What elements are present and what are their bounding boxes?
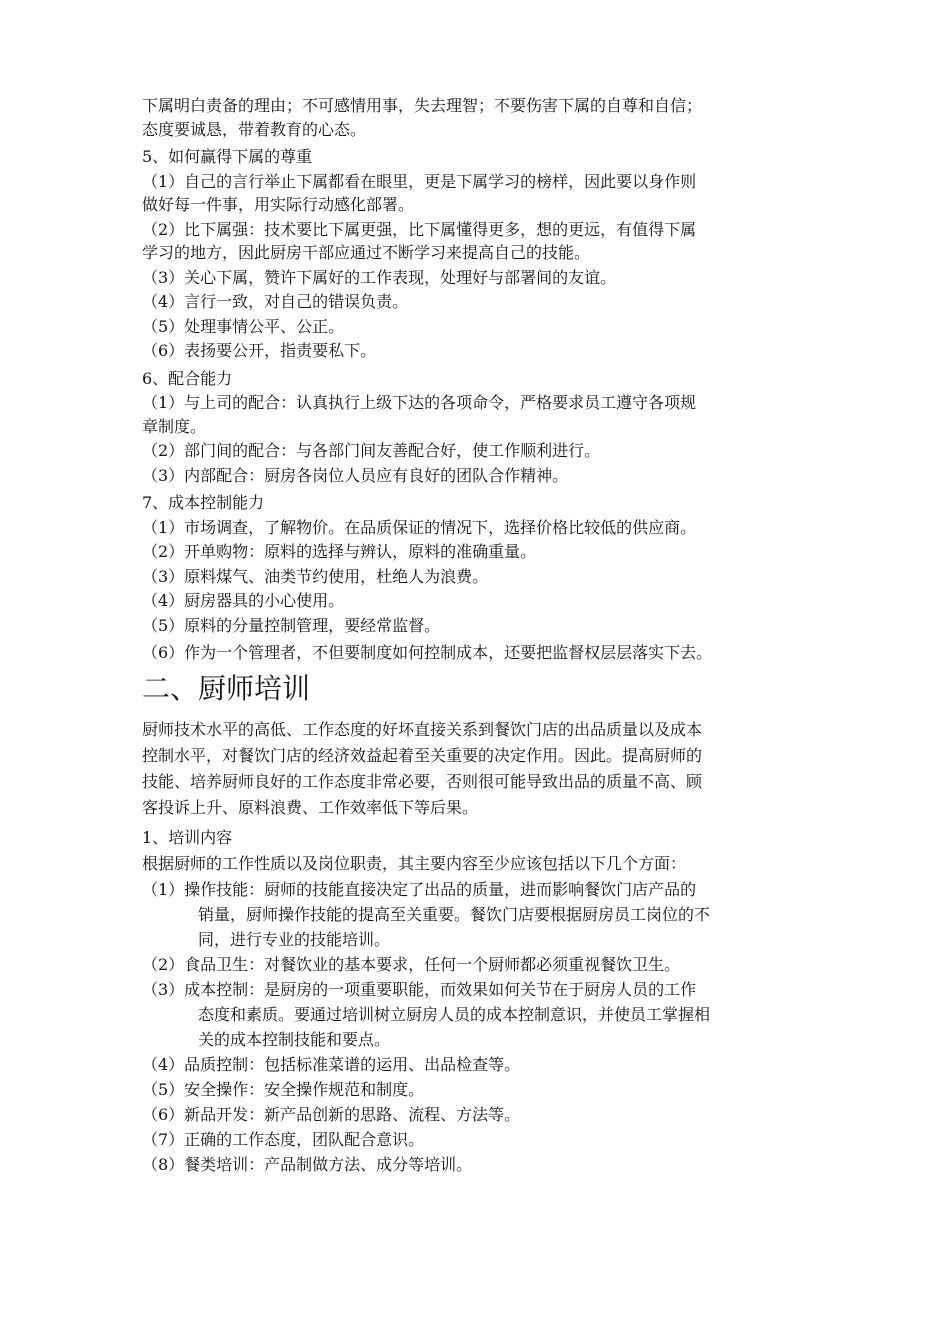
sub-intro: 根据厨师的工作性质以及岗位职责，其主要内容至少应该包括以下几个方面： xyxy=(142,853,687,873)
text-line: 关的成本控制技能和要点。 xyxy=(198,1029,391,1049)
list-item xyxy=(142,391,832,438)
section-6 xyxy=(142,367,832,488)
list-item: （1）市场调查，了解物价。在品质保证的情况下，选择价格比较低的供应商。 xyxy=(142,517,697,537)
text-line: 章制度。 xyxy=(142,416,207,436)
list-item: （4）厨房器具的小心使用。 xyxy=(142,591,345,610)
text-line: 客投诉上升、原料浪费、工作效率低下等后果。 xyxy=(142,797,479,817)
section-heading: 7、成本控制能力 xyxy=(142,493,265,512)
text-line: 态度和素质。要通过培训树立厨房人员的成本控制意识，并使员工掌握相 xyxy=(198,1004,711,1024)
text-line: （2）比下属强：技术要比下属更强，比下属懂得更多，想的更远，有值得下属 xyxy=(142,219,697,239)
text-line: （1）与上司的配合：认真执行上级下达的各项命令，严格要求员工遵守各项规 xyxy=(142,393,697,412)
section-7 xyxy=(142,491,832,665)
list-item xyxy=(142,218,832,265)
text-line: 控制水平，对餐饮门店的经济效益起着至关重要的决定作用。因此。提高厨师的 xyxy=(142,745,703,765)
text-line: 厨师技术水平的高低、工作态度的好坏直接关系到餐饮门店的出品质量以及成本 xyxy=(142,719,703,739)
text-line: 态度要诚恳，带着教育的心态。 xyxy=(142,119,367,139)
text-line: 销量，厨师操作技能的提高至关重要。餐饮门店要根据厨房员工岗位的不 xyxy=(198,904,711,924)
list-item: （5）原料的分量控制管理，要经常监督。 xyxy=(142,615,441,635)
list-item: （6）新品开发：新产品创新的思路、流程、方法等。 xyxy=(142,1104,521,1124)
part-title: 二、厨师培训 xyxy=(142,671,311,705)
text-line: 技能、培养厨师良好的工作态度非常必要，否则很可能导致出品的质量不高、顾 xyxy=(142,771,703,791)
section-heading: 6、配合能力 xyxy=(142,368,233,388)
sub-heading: 1、培训内容 xyxy=(142,827,233,847)
list-item xyxy=(142,977,832,1052)
training-list xyxy=(142,877,832,1177)
text-line: 做好每一件事，用实际行动感化部署。 xyxy=(142,195,415,214)
list-item: （2）开单购物：原料的选择与辨认，原料的准确重量。 xyxy=(142,542,537,561)
list-item: （6）表扬要公开，指责要私下。 xyxy=(142,341,377,360)
text-line: 学习的地方，因此厨房干部应通过不断学习来提高自己的技能。 xyxy=(142,243,591,262)
list-item: （3）内部配合：厨房各岗位人员应有良好的团队合作精神。 xyxy=(142,465,569,485)
list-item: （3）原料煤气、油类节约使用，杜绝人为浪费。 xyxy=(142,566,489,586)
list-item: （4）品质控制：包括标准菜谱的运用、出品检查等。 xyxy=(142,1054,521,1074)
list-item: （2）食品卫生：对餐饮业的基本要求，任何一个厨师都必须重视餐饮卫生。 xyxy=(142,954,681,974)
part-paragraph xyxy=(142,717,832,821)
text-line: （1）操作技能：厨师的技能直接决定了出品的质量，进而影响餐饮门店产品的 xyxy=(142,879,697,899)
section-heading: 5、如何赢得下属的尊重 xyxy=(142,147,313,166)
section-5 xyxy=(142,145,832,363)
text-line: （3）成本控制：是厨房的一项重要职能，而效果如何关节在于厨房人员的工作 xyxy=(142,979,697,999)
list-item: （6）作为一个管理者，不但要制度如何控制成本，还要把监督权层层落实下去。 xyxy=(142,643,713,662)
list-item xyxy=(142,170,832,217)
list-item: （8）餐类培训：产品制做方法、成分等培训。 xyxy=(142,1154,473,1174)
list-item: （5）处理事情公平、公正。 xyxy=(142,316,345,336)
intro-text xyxy=(142,94,832,141)
text-line: （1）自己的言行举止下属都看在眼里，更是下属学习的榜样，因此要以身作则 xyxy=(142,171,697,191)
list-item: （5）安全操作：安全操作规范和制度。 xyxy=(142,1079,425,1099)
list-item: （4）言行一致，对自己的错误负责。 xyxy=(142,292,409,311)
list-item: （7）正确的工作态度，团队配合意识。 xyxy=(142,1129,425,1149)
list-item: （2）部门间的配合：与各部门间友善配合好，使工作顺利进行。 xyxy=(142,441,601,460)
part-2 xyxy=(142,669,832,1177)
document-page xyxy=(142,94,832,1177)
list-item: （3）关心下属，赞许下属好的工作表现，处理好与部署间的友谊。 xyxy=(142,267,617,287)
list-item xyxy=(142,877,832,952)
text-line: 同，进行专业的技能培训。 xyxy=(198,929,391,949)
text-line: 下属明白责备的理由；不可感情用事，失去理智；不要伤害下属的自尊和自信； xyxy=(142,96,703,115)
